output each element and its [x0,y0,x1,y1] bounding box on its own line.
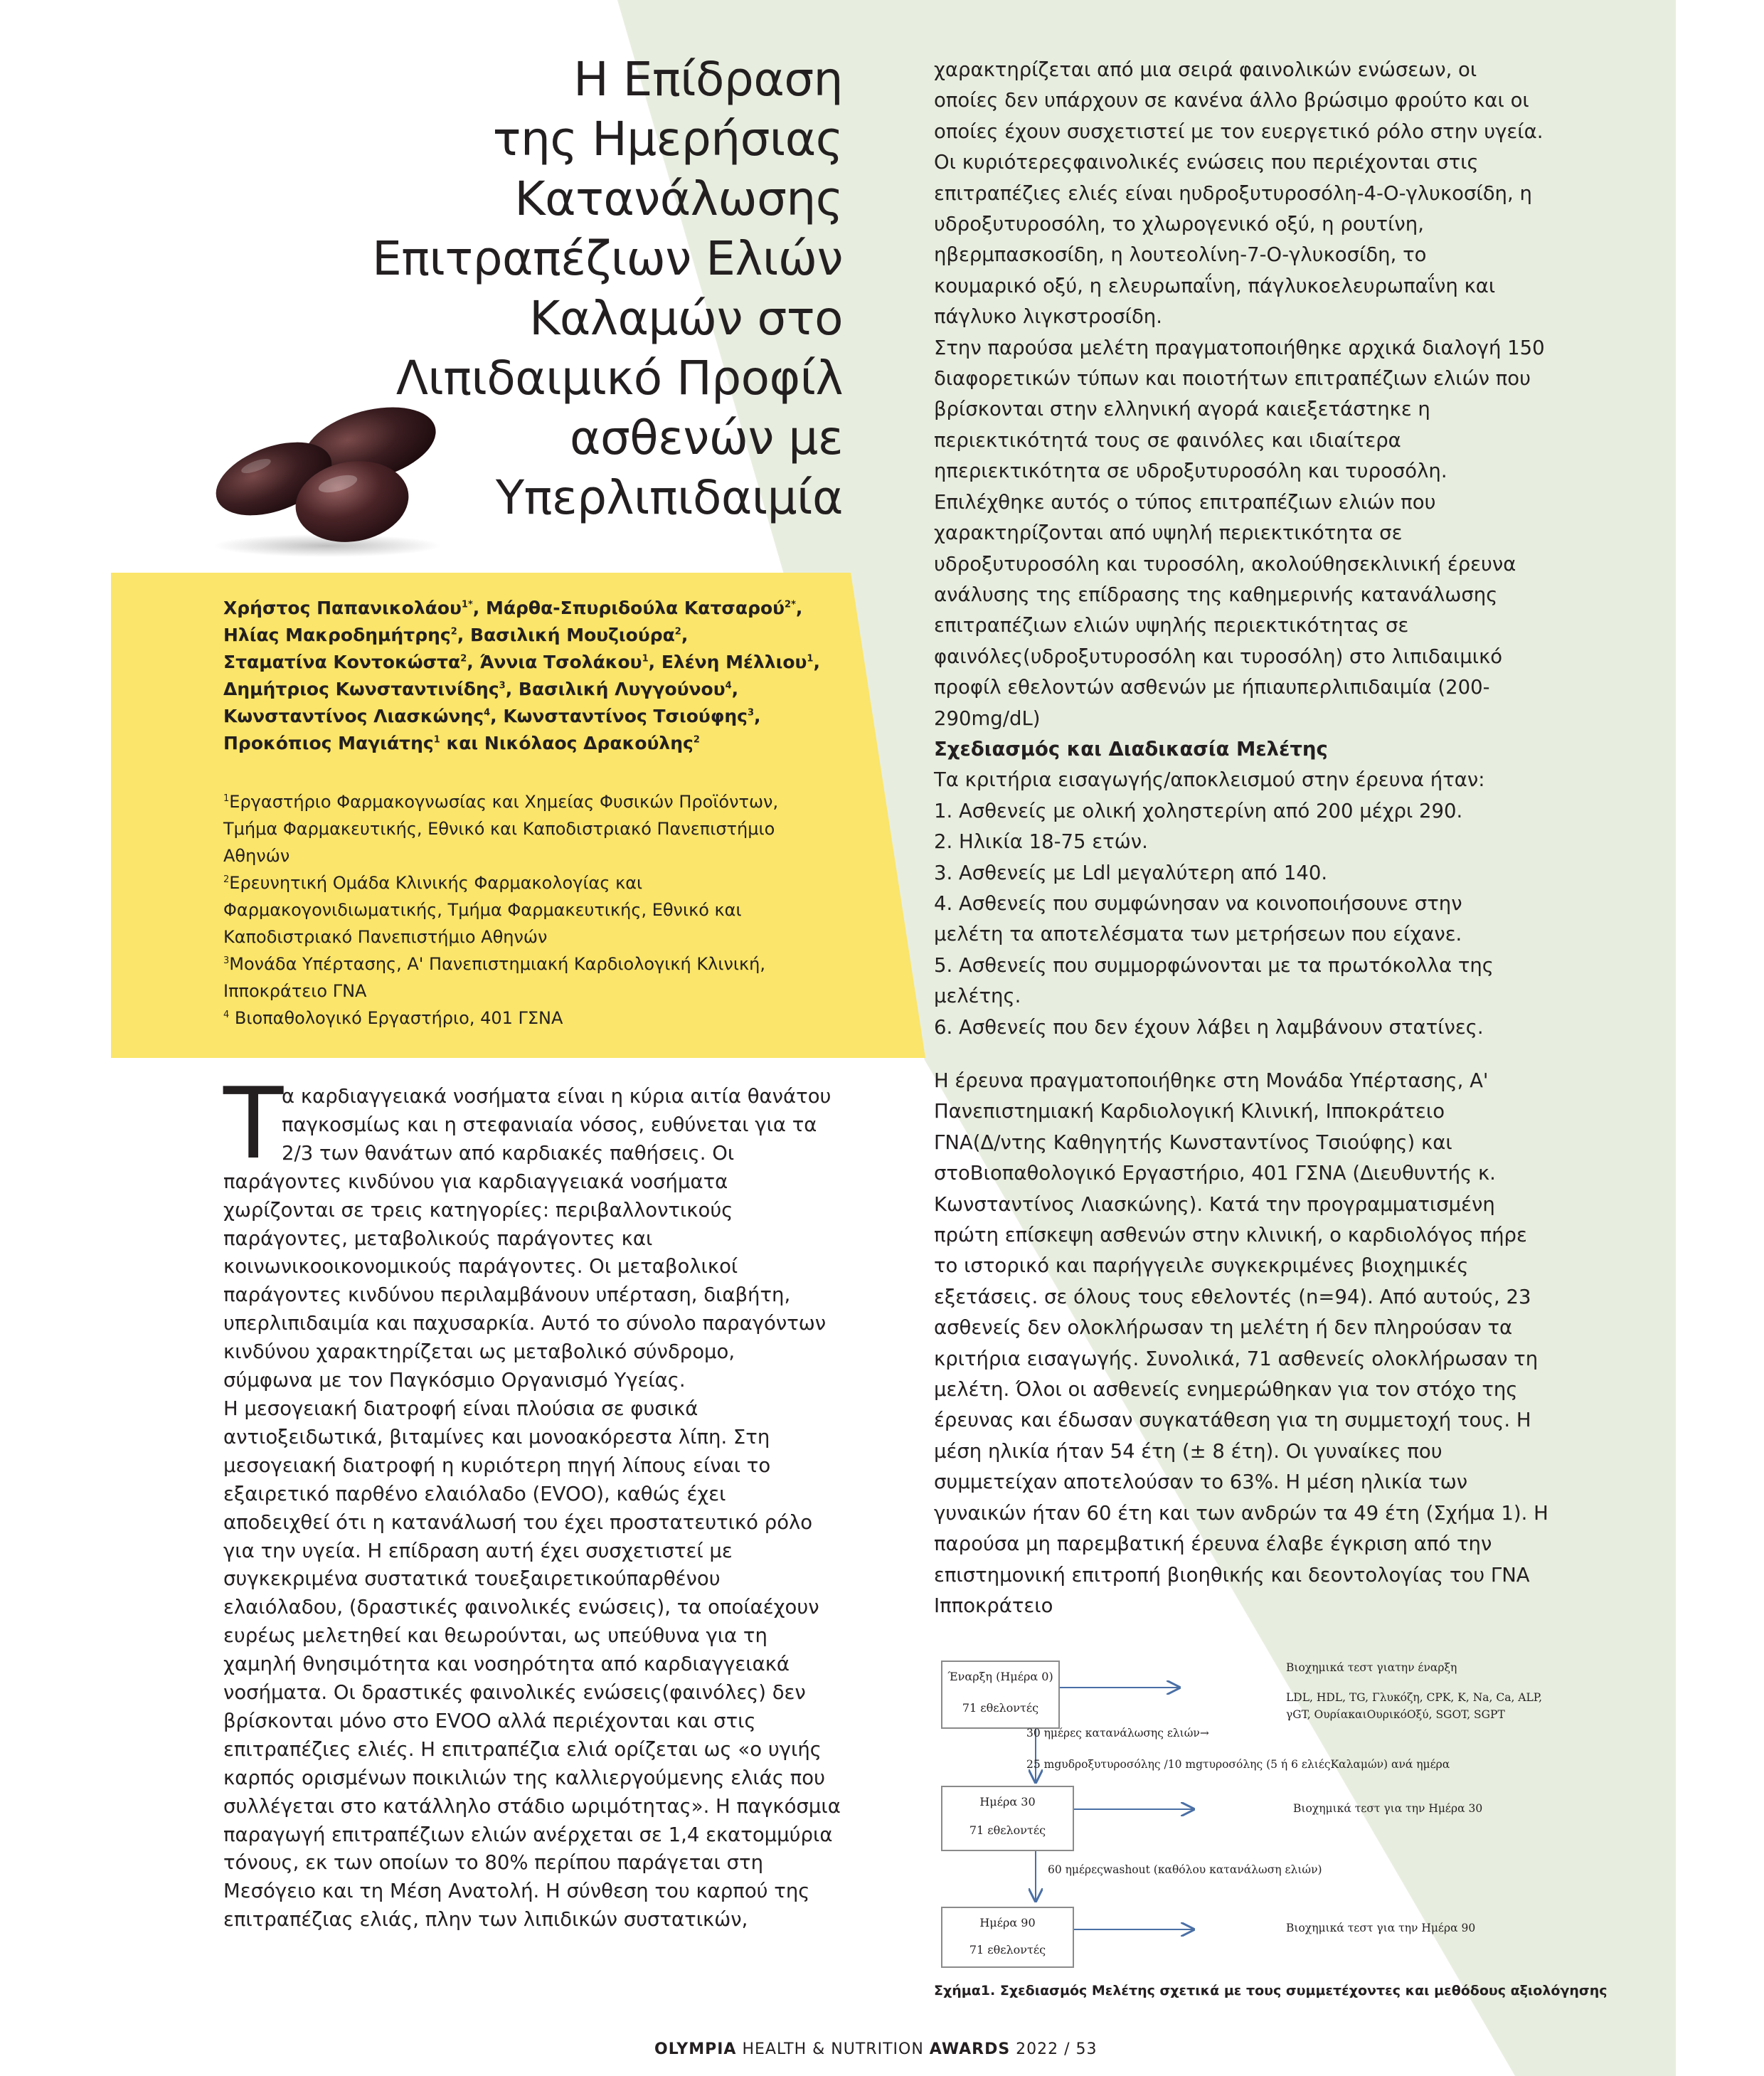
body-line: κοινωνικοοικονομικούς παράγοντες. Οι μεταβολικοί [223,1255,738,1278]
body-line: επιτραπέζιων ελιών υψηλής περιεκτικότητας σε [934,614,1409,637]
flow-box-day30-label: Ημέρα 30 [979,1795,1036,1808]
flow-box-day0-label: Έναρξη (Ημέρα 0) [947,1670,1053,1683]
affiliation-line [223,1005,835,1032]
affiliation-line [223,842,835,869]
figure-caption: Σχήμα1. Σχεδιασμός Μελέτης σχετικά με τους συμμετέχοντες και μεθόδους αξιολόγησης [934,1983,1608,1998]
criteria-line: 2. Ηλικία 18-75 ετών. [934,830,1148,854]
author-name: Ηλίας Μακροδημήτρης [223,625,451,645]
title-line: Καλαμών στο [529,291,843,346]
title-line: της Ημερήσιας [492,112,843,166]
body-line: Ιπποκράτειο [934,1594,1053,1617]
step1-text: 30 ημέρες κατανάλωσης ελιών [1026,1727,1200,1739]
author-row: Δημήτριος Κωνσταντινίδης$^3$, Βασιλική Λυγγούνου$^4$, [223,679,739,699]
body-line: φαινόλες(υδροξυτυροσόλη και τυροσόλη) στο λιπιδαιμικό [934,645,1503,668]
test1-title: Βιοχημικά τεστ γιατην έναρξη [1286,1661,1457,1674]
body-line: κριτήρια εισαγωγής. Συνολικά, 71 ασθενείς ολοκλήρωσαν τη [934,1347,1539,1370]
body-line: ελαιόλαδου, (δραστικές φαινολικές ενώσεις), τα οποίαέχουν [223,1596,819,1619]
footer-brand: OLYMPIA [654,2040,737,2058]
body-line: παράγοντες, μεταβολικούς παράγοντες και [223,1227,653,1250]
author-name: Ελένη Μέλλιου [661,652,807,672]
affiliation-line [223,788,835,815]
author-name: Μάρθα-Σπυριδούλα Κατσαρού [485,598,785,618]
drop-cap: Τ [223,1066,284,1181]
author-affiliation-mark: 3 [748,707,755,719]
body-line: υπερλιπιδαιμία και παχυσαρκία. Αυτό το σύνολο παραγόντων [223,1312,827,1335]
body-line: συμμετείχαν αποτελούσαν το 63%. Η μέση ηλικία των [934,1471,1468,1494]
affiliation-mark: 4 [223,1010,230,1020]
author-affiliation-mark: 1* [461,599,473,610]
body-line: επιστημονική επιτροπή βιοηθικής και δεοντολογίας του ΓΝΑ [934,1563,1530,1587]
author-row: Χρήστος Παπανικολάου$^{1*}$, Μάρθα-Σπυριδούλα Κατσαρού$^{2*}$ [223,598,796,618]
affiliation-text: Ιπποκράτειο ΓΝΑ [223,981,367,1001]
body-line: Η μεσογειακή διατροφή είναι πλούσια σε φυσικά [223,1397,698,1420]
body-line: ασθενείς δεν ολοκλήρωσαν τη μελέτη ή δεν πληρούσαν τα [934,1316,1513,1340]
body-line: επιτραπέζιας ελιάς, πλην των λιπιδικών συστατικών, [223,1908,748,1932]
body-line: υδροξυτυροσόλη, το χλωρογενικό οξύ, η ρουτίνη, [934,213,1424,236]
olives-image [206,395,448,558]
criteria-line: μελέτη τα αποτελέσματα των μετρήσεων που είχανε. [934,923,1462,946]
criteria-line: 5. Ασθενείς που συμμορφώνονται με τα πρωτόκολλα της [934,953,1494,977]
body-line: υδροξυτυροσόλη και τυροσόλη, ακολούθησεκλινική έρευνα [934,552,1516,576]
body-line: πρώτη επίσκεψη ασθενών στην κλινική, ο καρδιολόγος πήρε [934,1224,1527,1247]
flow-box-day90 [941,1907,1074,1968]
body-line: παρούσα μη παρεμβατική έρευνα έλαβε έγκριση από την [934,1532,1492,1556]
body-line: ηβερμπασκοσίδη, η λουτεολίνη-7-Ο-γλυκοσίδη, το [934,243,1427,267]
criteria-line: 3. Ασθενείς με Ldl μεγαλύτερη από 140. [934,861,1328,884]
flow-box-day0 [941,1661,1060,1729]
author-row: Κωνσταντίνος Λιασκώνης$^4$, Κωνσταντίνος Τσιούφης$^3$, [223,706,761,726]
author-name: Βασιλική Μουζιούρα [469,625,675,645]
step1-label [1026,1725,1209,1742]
body-line: συγκεκριμένα συστατικά τουεξαιρετικούπαρθένου [223,1567,721,1591]
body-line: Μεσόγειο και τη Μέση Ανατολή. Η σύνθεση του καρπού της [223,1880,810,1903]
author-name: Κωνσταντίνος Τσιούφης [503,706,748,726]
body-line: εξετάσεις. σε όλους τους εθελοντές (n=94). Από αυτούς, 23 [934,1285,1531,1308]
affiliation-line [223,923,835,950]
affiliation-text: Εργαστήριο Φαρμακογνωσίας και Χημείας Φυσικών Προϊόντων, [229,792,779,812]
body-line: έρευνας και έδωσαν συγκατάθεση για τη συμμετοχή τους. Η [934,1409,1531,1432]
author-name: Νικόλαος Δρακούλης [484,733,694,753]
study-flowchart [934,1643,1595,1978]
affiliation-text: Φαρμακογονιδιωματικής, Τμήμα Φαρμακευτικής, Εθνικό και [223,900,742,920]
washout-label: 60 ημέρεςwashout (καθόλου κατανάλωση ελιών) [1048,1863,1322,1876]
body-line: αντιοξειδωτικά, βιταμίνες και μονοακόρεστα λίπη. Στη [223,1425,770,1449]
author-name: Άννια Τσολάκου [479,652,642,672]
affiliation-text: Βιοπαθολογικό Εργαστήριο, 401 ΓΣΝΑ [229,1008,563,1028]
affiliation-text: Τμήμα Φαρμακευτικής, Εθνικό και Καποδιστριακό Πανεπιστήμιο [223,819,775,839]
author-conjunction: και [446,733,479,753]
footer-middle: HEALTH & NUTRITION [742,2040,924,2058]
body-line: προφίλ εθελοντών ασθενών με ήπιαυπερλιπιδαιμία (200- [934,676,1490,699]
affiliation-line [223,978,835,1005]
body-line: ηπεριεκτικότητα σε υδροξυτυροσόλη και τυροσόλη. [934,460,1447,483]
author-affiliation-mark: 2 [450,626,457,637]
author-list [223,595,814,757]
author-row: Σταματίνα Κοντοκώστα$^2$, Άννια Τσολάκου$^1$, Ελένη Μέλλιου$^1$ [223,652,814,672]
affiliation-text: Ερευνητική Ομάδα Κλινικής Φαρμακολογίας και [229,873,643,893]
flow-box-day90-count: 71 εθελοντές [969,1943,1046,1956]
footer-awards: AWARDS [929,2040,1011,2058]
criteria-intro: Τα κριτήρια εισαγωγής/αποκλεισμού στην έρευνα ήταν: [934,768,1485,792]
author-affiliation-mark: 2 [693,734,700,746]
body-line: α καρδιαγγειακά νοσήματα είναι η κύρια αιτία θανάτου [282,1085,831,1108]
criteria-line: 1. Ασθενείς με ολική χοληστερίνη από 200 μέχρι 290. [934,799,1463,822]
affiliation-line [223,815,835,842]
author-name: Κωνσταντίνος Λιασκώνης [223,706,484,726]
body-line: σύμφωνα με τον Παγκόσμιο Οργανισμό Υγείας. [223,1369,686,1392]
author-row: Ηλίας Μακροδημήτρης$^2$, Βασιλική Μουζιούρα$^2$, [223,625,689,645]
body-line: περιεκτικότητά τους σε φαινόλες και ιδιαίτερα [934,428,1401,452]
test3-label: Βιοχημικά τεστ για την Ημέρα 90 [1286,1922,1476,1934]
affiliation-line [223,950,835,978]
flow-box-day0-count: 71 εθελοντές [962,1701,1039,1715]
author-affiliation-mark: 4 [484,707,491,719]
body-line: κουμαρικό οξύ, η ελευρωπαΐνη, πάγλυκοελευρωπαΐνη και [934,274,1496,297]
body-line: χαρακτηρίζεται από μια σειρά φαινολικών ενώσεων, οι [934,58,1477,81]
flow-box-day90-label: Ημέρα 90 [979,1916,1036,1929]
author-affiliation-mark: 2 [674,626,681,637]
body-line: διαφορετικών τύπων και ποιοτήτων επιτραπέζιων ελιών που [934,367,1531,391]
title-line: Η Επίδραση [573,52,843,107]
title-line: Υπερλιπιδαιμία [495,470,843,525]
body-line: βρίσκονται μόνο στο EVOO αλλά περιέχονται και στις [223,1709,756,1732]
body-line: μέση ηλικία ήταν 54 έτη (± 8 έτη). Οι γυναίκες που [934,1439,1442,1463]
body-line: εξαιρετικό παρθένο ελαιόλαδο (EVOO), καθώς έχει [223,1482,726,1505]
body-line: Κωνσταντίνος Λιασκώνης). Κατά την προγραμματισμένη [934,1192,1495,1216]
flow-box-day30 [941,1786,1074,1851]
body-line: Πανεπιστημιακή Καρδιολογική Κλινική, Ιπποκράτειο [934,1100,1445,1123]
body-line: καρπός ορισμένων ποικιλιών της καλλιεργούμενης ελιάς που [223,1766,826,1789]
body-line: κινδύνου χαρακτηρίζεται ως μεταβολικό σύνδρομο, [223,1340,735,1364]
author-affiliation-mark: 1 [807,653,814,664]
author-affiliation-mark: 2* [785,599,796,610]
body-line: 290mg/dL) [934,706,1041,730]
affiliations [223,788,835,1032]
section-heading: Σχεδιασμός και Διαδικασία Μελέτης [934,737,1328,761]
criteria-line: 6. Ασθενείς που δεν έχουν λάβει η λαμβάνουν στατίνες. [934,1015,1484,1039]
body-line: γυναικών ήταν 60 έτη και των ανδρών τα 49 έτη (Σχήμα 1). Η [934,1501,1548,1525]
test1-items-2: γGT, ΟυρίακαιΟυρικόΟξύ, SGOT, SGPT [1286,1708,1505,1721]
affiliation-text: Μονάδα Υπέρτασης, Α' Πανεπιστημιακή Καρδιολογική Κλινική, [229,954,765,974]
affiliation-line [223,869,835,896]
body-line: χαρακτηρίζονται από υψηλή περιεκτικότητα σε [934,521,1403,545]
body-line: στοΒιοπαθολογικό Εργαστήριο, 401 ΓΣΝΑ (Διευθυντής κ. [934,1162,1496,1185]
body-line: πάγλυκο λιγκστροσίδη. [934,305,1162,329]
body-line: επιτραπέζιες ελιές είναι ηυδροξυτυροσόλη-4-Ο-γλυκοσίδη, η [934,181,1532,205]
body-line: Επιλέχθηκε αυτός ο τύπος επιτραπέζιων ελιών που [934,490,1436,514]
body-line: χαμηλή θνησιμότητα και νοσηρότητα από καρδιαγγειακά [223,1653,790,1676]
body-line: οποίες έχουν συσχετιστεί με τον ευεργετικό ρόλο στην υγεία. [934,120,1544,143]
test1-items-1: LDL, HDL, TG, Γλυκόζη, CPK, K, Na, Ca, ALP, [1286,1691,1543,1704]
body-line: τόνους, εκ των οποίων το 80% περίπου παράγεται στη [223,1851,764,1875]
author-affiliation-mark: 4 [725,680,732,692]
author-affiliation-mark: 2 [460,653,467,664]
body-line: Οι κυριότερεςφαινολικές ενώσεις που περιέχονται στις [934,151,1479,174]
title-line: Κατανάλωσης [514,171,843,226]
title-line: ασθενών με [569,411,843,465]
affiliation-mark: 3 [223,955,230,966]
affiliation-text: Καποδιστριακό Πανεπιστήμιο Αθηνών [223,927,548,947]
title-line: Λιπιδαιμικό Προφίλ [395,351,843,406]
body-line: οποίες δεν υπάρχουν σε κανένα άλλο βρώσιμο φρούτο και οι [934,89,1529,112]
author-name: Χρήστος Παπανικολάου [223,598,462,618]
body-line: ΓΝΑ(Δ/ντης Καθηγητής Κωνσταντίνος Τσιούφης) και [934,1130,1452,1154]
left-column-body [223,1083,849,1934]
author-affiliation-mark: 3 [499,680,506,692]
author-row [223,730,792,757]
body-line: επιτραπέζιες ελιές. Η επιτραπέζια ελιά ορίζεται ως «ο υγιής [223,1737,822,1761]
body-line: ευρέως μελετηθεί και θεωρούνται, ως υπεύθυνα για τη [223,1624,767,1648]
author-name: Βασιλική Λυγγούνου [518,679,726,699]
body-line: αποδειχθεί ότι η κατανάλωσή του έχει προστατευτικό ρόλο [223,1510,813,1534]
body-line: παραγωγή επιτραπέζιων ελιών ανέρχεται σε 1,4 εκατομμύρια [223,1823,833,1846]
body-line: μεσογειακή διατροφή η κυριότερη πηγή λίπους είναι το [223,1453,771,1477]
page-footer [654,2040,1098,2058]
criteria-line: μελέτης. [934,985,1021,1008]
body-line: Στην παρούσα μελέτη πραγματοποιήθηκε αρχικά διαλογή 150 [934,336,1545,359]
criteria-line: 4. Ασθενείς που συμφώνησαν να κοινοποιήσουνε στην [934,891,1462,915]
affiliation-text: Αθηνών [223,846,290,866]
author-name: Δημήτριος Κωνσταντινίδης [223,679,499,699]
body-line: 2/3 των θανάτων από καρδιακές παθήσεις. Οι [282,1141,735,1165]
affiliation-mark: 1 [223,793,230,804]
body-line: νοσήματα. Οι δραστικές φαινολικές ενώσεις(φαινόλες) δεν [223,1681,806,1705]
body-line: βρίσκονται στην ελληνική αγορά καιεξετάστηκε η [934,398,1430,421]
body-line: παράγοντες κινδύνου για καρδιαγγειακά νοσήματα [223,1170,728,1193]
body-line: για την υγεία. Η επίδραση αυτή έχει συσχετιστεί με [223,1539,733,1562]
right-column-body [934,55,1595,1043]
title-line: Επιτραπέζιων Ελιών [372,231,843,286]
affiliation-line [223,896,835,923]
footer-page-number: 2022 / 53 [1016,2040,1098,2058]
body-line: χωρίζονται σε τρεις κατηγορίες: περιβαλλοντικούς [223,1198,733,1222]
study-site-paragraph [934,1066,1595,1621]
author-affiliation-mark: 1 [642,653,649,664]
body-line: ανάλυσης της επίδρασης της καθημερινής κατανάλωσης [934,583,1498,606]
body-line: συλλέγεται στο κατάλληλο στάδιο ωριμότητας». Η παγκόσμια [223,1794,841,1818]
test2-label: Βιοχημικά τεστ για την Ημέρα 30 [1293,1802,1483,1815]
body-line: Η έρευνα πραγματοποιήθηκε στη Μονάδα Υπέρτασης, Α' [934,1069,1489,1092]
flow-box-day30-count: 71 εθελοντές [969,1823,1046,1837]
right-arrow-icon: → [1199,1727,1209,1739]
dose-label: 25 mgυδροξυτυροσόλης /10 mgτυροσόλης (5 ή 6 ελιέςΚαλαμών) ανά ημέρα [1026,1758,1450,1771]
affiliation-mark: 2 [223,874,230,885]
body-line: παράγοντες κινδύνου περιλαμβάνουν υπέρταση, διαβήτη, [223,1283,791,1307]
body-line: το ιστορικό και παρήγγειλε συγκεκριμένες βιοχημικές [934,1254,1469,1278]
author-name: Προκόπιος Μαγιάτης [223,733,434,753]
body-line: μελέτη. Όλοι οι ασθενείς ενημερώθηκαν για τον στόχο της [934,1378,1518,1402]
author-affiliation-mark: 1 [433,734,440,746]
author-name: Σταματίνα Κοντοκώστα [223,652,461,672]
body-line: παγκοσμίως και η στεφανιαία νόσος, ευθύνεται για τα [282,1113,817,1136]
